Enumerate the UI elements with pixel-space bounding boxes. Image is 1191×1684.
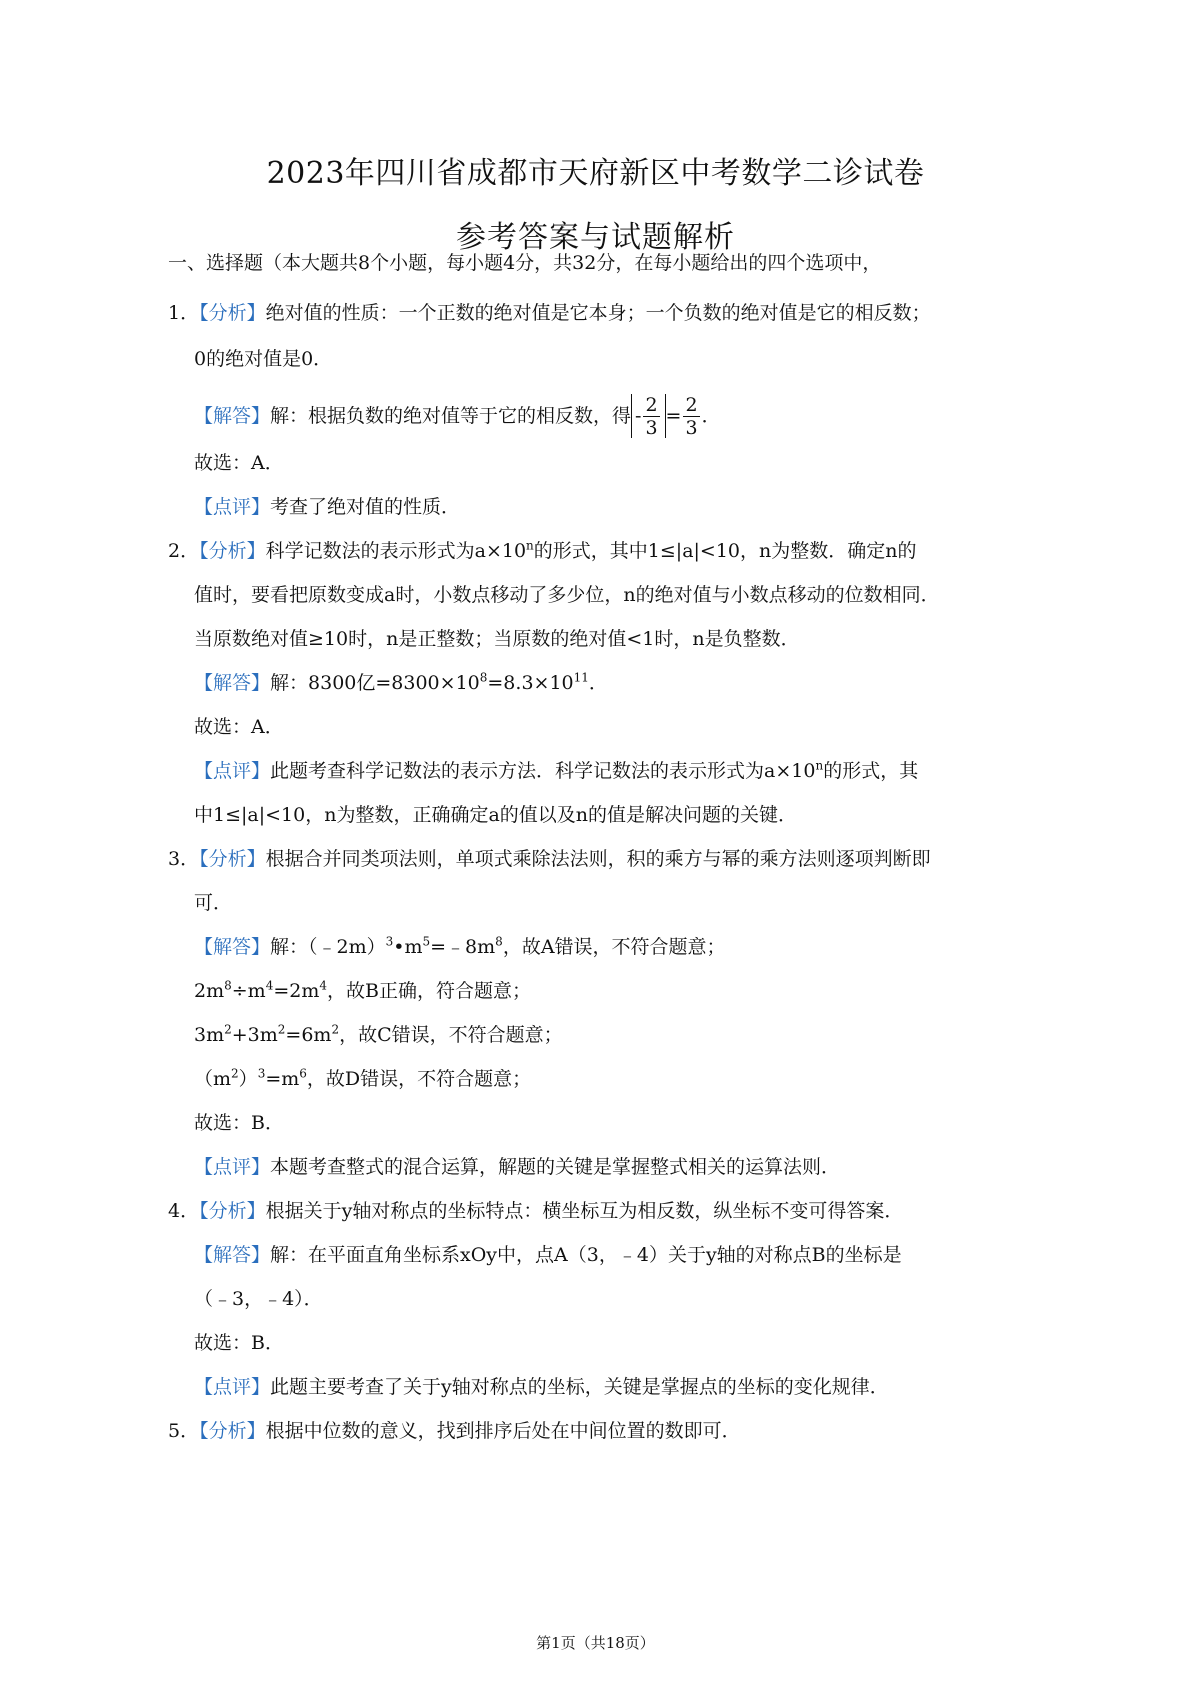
q3-answer-c: $3m^2+3m^2=6m^2$，故C错误，不符合题意； bbox=[194, 1022, 563, 1046]
q2-answer: 【解答】解：8300亿$=8300\times 10^8=8.3\times 10^{11}$． bbox=[194, 670, 608, 694]
analysis-tag: 【分析】 bbox=[199, 848, 266, 870]
comment-tag: 【点评】 bbox=[194, 496, 271, 518]
analysis-tag: 【分析】 bbox=[199, 1420, 266, 1442]
q4-answer: 【解答】解：在平面直角坐标系xOy中，点A（3，﹣4）关于y轴的对称点B的坐标是 bbox=[194, 1244, 902, 1266]
answer-tag: 【解答】 bbox=[194, 672, 271, 694]
answer-tag: 【解答】 bbox=[194, 1244, 271, 1266]
q1-analysis: 1．【分析】绝对值的性质：一个正数的绝对值是它本身；一个负数的绝对值是它的相反数； bbox=[168, 302, 931, 324]
fraction: $\frac{2}{3}$ bbox=[645, 393, 658, 439]
analysis-tag: 【分析】 bbox=[199, 540, 266, 562]
q3-choice: 故选：B． bbox=[194, 1112, 284, 1134]
page-title: 2023年四川省成都市天府新区中考数学二诊试卷 bbox=[266, 156, 925, 191]
analysis-tag: 【分析】 bbox=[199, 1200, 266, 1222]
question-number: 3． bbox=[168, 848, 200, 870]
q2-analysis-cont2: 当原数绝对值≥10时，n是正整数；当原数的绝对值<1时，n是负整数． bbox=[194, 628, 800, 650]
question-number: 2． bbox=[168, 540, 200, 562]
q1-choice: 故选：A． bbox=[194, 452, 284, 474]
q1-analysis-cont: 0的绝对值是0． bbox=[194, 348, 333, 370]
q2-analysis-cont: 值时，要看把原数变成a时，小数点移动了多少位，n的绝对值与小数点移动的位数相同． bbox=[194, 584, 940, 606]
question-number: 5． bbox=[168, 1420, 200, 1442]
q2-comment: 【点评】此题考查科学记数法的表示方法．科学记数法的表示形式为$a\times 10^n$的形式，其 bbox=[194, 758, 919, 782]
question-number: 1． bbox=[168, 302, 200, 324]
comment-tag: 【点评】 bbox=[194, 1156, 271, 1178]
fraction: $\frac{2}{3}$ bbox=[685, 393, 698, 439]
absolute-value: - $\frac{2}{3}$ bbox=[631, 394, 666, 438]
q3-answer-d: $(m^2)^3=m^6$，故D错误，不符合题意； bbox=[194, 1066, 532, 1090]
q3-analysis-cont: 可． bbox=[194, 892, 233, 914]
page-footer: 第1页（共18页） bbox=[536, 1634, 655, 1652]
q2-choice: 故选：A． bbox=[194, 716, 284, 738]
q2-analysis: 2．【分析】科学记数法的表示形式为$a\times 10^n$的形式，其中1≤|a|<10，n为整数．确定n的 bbox=[168, 538, 917, 562]
q4-comment: 【点评】此题主要考查了关于y轴对称点的坐标，关键是掌握点的坐标的变化规律． bbox=[194, 1376, 889, 1398]
q3-comment: 【点评】本题考查整式的混合运算，解题的关键是掌握整式相关的运算法则． bbox=[194, 1156, 841, 1178]
q1-comment: 【点评】考查了绝对值的性质． bbox=[194, 496, 461, 518]
comment-tag: 【点评】 bbox=[194, 1376, 271, 1398]
q5-analysis: 5．【分析】根据中位数的意义，找到排序后处在中间位置的数即可． bbox=[168, 1420, 741, 1442]
answer-tag: 【解答】 bbox=[194, 405, 271, 427]
answer-tag: 【解答】 bbox=[194, 936, 271, 958]
page-subtitle: 参考答案与试题解析 bbox=[456, 220, 735, 255]
q2-comment-cont: 中1≤|a|<10，n为整数，正确确定a的值以及n的值是解决问题的关键． bbox=[194, 804, 798, 826]
q1-answer: 【解答】 解：根据负数的绝对值等于它的相反数，得 - $\frac{2}{3}$ = $\frac{2}{3}$ ． bbox=[194, 393, 721, 439]
comment-tag: 【点评】 bbox=[194, 760, 271, 782]
q3-answer-a: 【解答】解：$(﹣2m)^3•m^5=﹣8m^8$，故A错误，不符合题意； bbox=[194, 934, 726, 958]
q3-analysis: 3．【分析】根据合并同类项法则，单项式乘除法法则，积的乘方与幂的乘方法则逐项判断即 bbox=[168, 848, 931, 870]
q4-analysis: 4．【分析】根据关于y轴对称点的坐标特点：横坐标互为相反数，纵坐标不变可得答案． bbox=[168, 1200, 904, 1222]
section-heading: 一、选择题（本大题共8个小题，每小题4分，共32分，在每小题给出的四个选项中， bbox=[168, 252, 882, 274]
q4-answer-cont: （﹣3，﹣4）． bbox=[194, 1288, 323, 1310]
q4-choice: 故选：B． bbox=[194, 1332, 284, 1354]
question-number: 4． bbox=[168, 1200, 200, 1222]
analysis-tag: 【分析】 bbox=[199, 302, 266, 324]
q3-answer-b: $2m^8\div m^4=2m^4$，故B正确，符合题意； bbox=[194, 978, 531, 1002]
